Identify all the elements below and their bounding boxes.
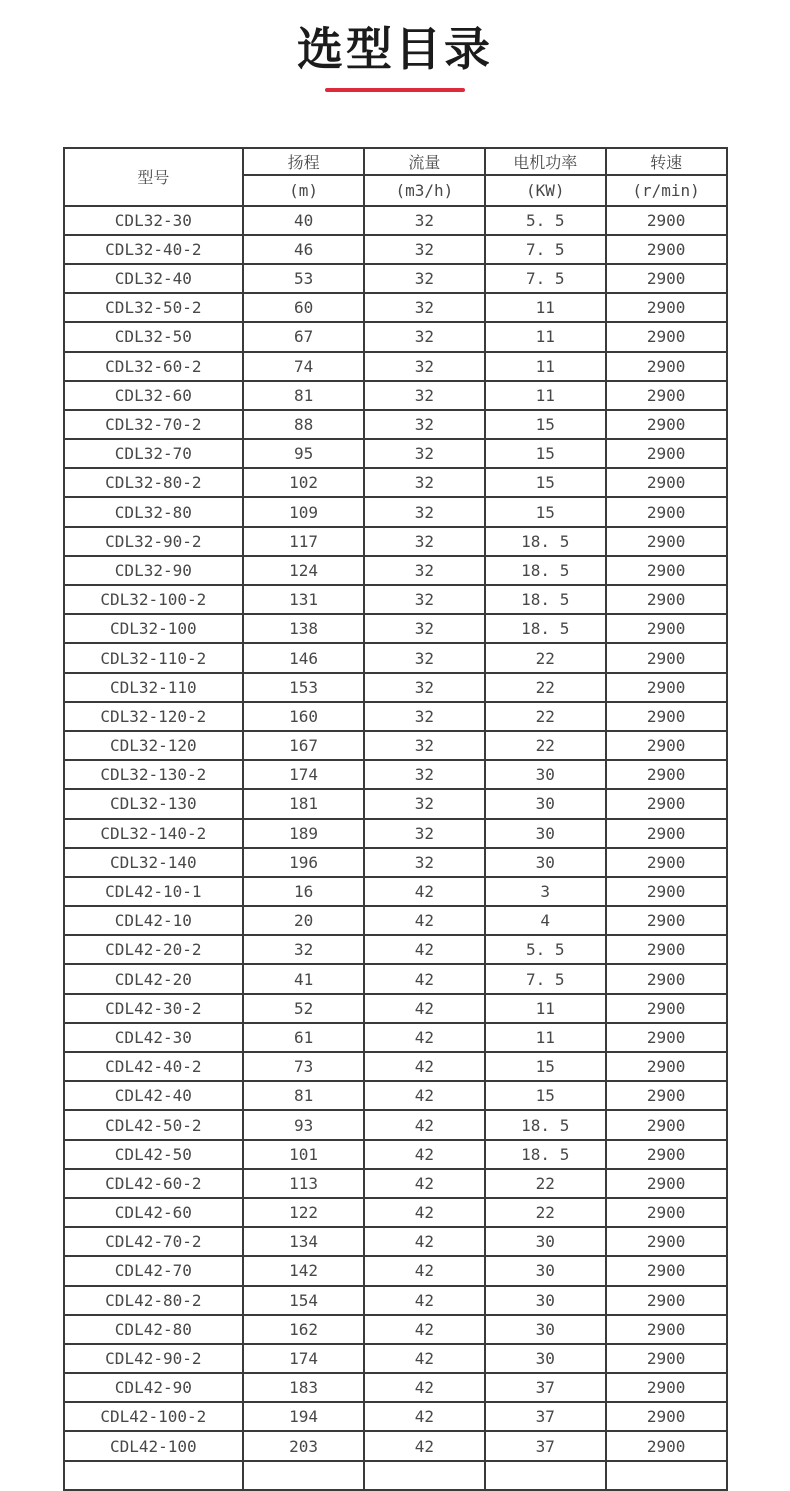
speed-cell: 2900 — [606, 1110, 727, 1139]
header-row-labels — [64, 148, 727, 175]
table-row — [64, 585, 727, 614]
flow-cell: 32 — [364, 673, 485, 702]
speed-cell: 2900 — [606, 731, 727, 760]
model-cell: CDL32-120-2 — [64, 702, 244, 731]
flow-cell: 42 — [364, 935, 485, 964]
table-row — [64, 935, 727, 964]
head-cell: 124 — [243, 556, 364, 585]
power-cell: 11 — [485, 994, 606, 1023]
flow-cell: 42 — [364, 1286, 485, 1315]
speed-cell: 2900 — [606, 614, 727, 643]
speed-cell: 2900 — [606, 235, 727, 264]
speed-cell: 2900 — [606, 527, 727, 556]
head-cell: 134 — [243, 1227, 364, 1256]
table-row — [64, 322, 727, 351]
header-head-unit: (m) — [243, 175, 364, 206]
power-cell: 30 — [485, 760, 606, 789]
head-cell: 101 — [243, 1140, 364, 1169]
model-cell: CDL32-60-2 — [64, 352, 244, 381]
flow-cell: 32 — [364, 439, 485, 468]
table-row — [64, 673, 727, 702]
head-cell: 32 — [243, 935, 364, 964]
speed-cell: 2900 — [606, 1344, 727, 1373]
flow-cell: 42 — [364, 1198, 485, 1227]
power-cell: 11 — [485, 1023, 606, 1052]
speed-cell: 2900 — [606, 1198, 727, 1227]
page-title: 选型目录 — [297, 22, 493, 76]
power-cell: 30 — [485, 1344, 606, 1373]
power-cell — [485, 1461, 606, 1490]
table-row — [64, 381, 727, 410]
table-row — [64, 1256, 727, 1285]
flow-cell: 42 — [364, 1140, 485, 1169]
table-row — [64, 264, 727, 293]
model-cell: CDL42-30-2 — [64, 994, 244, 1023]
head-cell: 174 — [243, 1344, 364, 1373]
head-cell: 117 — [243, 527, 364, 556]
speed-cell: 2900 — [606, 293, 727, 322]
power-cell: 18. 5 — [485, 585, 606, 614]
head-cell: 20 — [243, 906, 364, 935]
model-cell: CDL32-130 — [64, 789, 244, 818]
table-row — [64, 235, 727, 264]
flow-cell: 32 — [364, 585, 485, 614]
power-cell: 22 — [485, 1198, 606, 1227]
head-cell: 40 — [243, 206, 364, 235]
speed-cell: 2900 — [606, 760, 727, 789]
flow-cell: 42 — [364, 1081, 485, 1110]
table-row — [64, 994, 727, 1023]
speed-cell: 2900 — [606, 352, 727, 381]
head-cell: 73 — [243, 1052, 364, 1081]
speed-cell: 2900 — [606, 1431, 727, 1460]
table-row — [64, 352, 727, 381]
table-row — [64, 877, 727, 906]
model-cell: CDL32-60 — [64, 381, 244, 410]
head-cell: 146 — [243, 643, 364, 672]
power-cell: 18. 5 — [485, 614, 606, 643]
flow-cell: 32 — [364, 556, 485, 585]
flow-cell: 32 — [364, 731, 485, 760]
model-cell: CDL42-50-2 — [64, 1110, 244, 1139]
model-cell: CDL32-110-2 — [64, 643, 244, 672]
flow-cell: 32 — [364, 468, 485, 497]
power-cell: 7. 5 — [485, 235, 606, 264]
selection-catalog-table-wrap — [63, 147, 728, 1491]
flow-cell: 42 — [364, 1227, 485, 1256]
speed-cell: 2900 — [606, 322, 727, 351]
speed-cell: 2900 — [606, 1140, 727, 1169]
flow-cell: 32 — [364, 410, 485, 439]
model-cell: CDL42-10-1 — [64, 877, 244, 906]
flow-cell: 32 — [364, 643, 485, 672]
model-cell: CDL32-110 — [64, 673, 244, 702]
model-cell: CDL32-30 — [64, 206, 244, 235]
power-cell: 15 — [485, 439, 606, 468]
model-cell — [64, 1461, 244, 1490]
head-cell: 160 — [243, 702, 364, 731]
table-row — [64, 293, 727, 322]
head-cell: 60 — [243, 293, 364, 322]
table-row — [64, 1402, 727, 1431]
model-cell: CDL42-80-2 — [64, 1286, 244, 1315]
head-cell: 196 — [243, 848, 364, 877]
flow-cell: 32 — [364, 702, 485, 731]
speed-cell: 2900 — [606, 1402, 727, 1431]
head-cell: 189 — [243, 819, 364, 848]
flow-cell: 32 — [364, 848, 485, 877]
flow-cell: 32 — [364, 614, 485, 643]
head-cell: 46 — [243, 235, 364, 264]
power-cell: 30 — [485, 1227, 606, 1256]
power-cell: 15 — [485, 1081, 606, 1110]
head-cell: 167 — [243, 731, 364, 760]
flow-cell: 42 — [364, 1402, 485, 1431]
speed-cell: 2900 — [606, 848, 727, 877]
head-cell: 153 — [243, 673, 364, 702]
table-row — [64, 819, 727, 848]
power-cell: 7. 5 — [485, 964, 606, 993]
model-cell: CDL32-40-2 — [64, 235, 244, 264]
table-row — [64, 556, 727, 585]
model-cell: CDL32-80 — [64, 497, 244, 526]
model-cell: CDL42-90-2 — [64, 1344, 244, 1373]
flow-cell: 32 — [364, 819, 485, 848]
speed-cell: 2900 — [606, 935, 727, 964]
table-row — [64, 1110, 727, 1139]
speed-cell: 2900 — [606, 819, 727, 848]
head-cell: 183 — [243, 1373, 364, 1402]
head-cell: 162 — [243, 1315, 364, 1344]
head-cell: 138 — [243, 614, 364, 643]
selection-catalog-table — [63, 147, 728, 1491]
speed-cell: 2900 — [606, 789, 727, 818]
power-cell: 22 — [485, 673, 606, 702]
speed-cell: 2900 — [606, 643, 727, 672]
head-cell: 109 — [243, 497, 364, 526]
model-cell: CDL42-70 — [64, 1256, 244, 1285]
table-row — [64, 1315, 727, 1344]
header-flow: 流量 — [364, 148, 485, 175]
head-cell: 102 — [243, 468, 364, 497]
table-row — [64, 1227, 727, 1256]
power-cell: 30 — [485, 819, 606, 848]
power-cell: 11 — [485, 381, 606, 410]
speed-cell: 2900 — [606, 439, 727, 468]
table-row — [64, 1431, 727, 1460]
head-cell: 81 — [243, 381, 364, 410]
flow-cell: 32 — [364, 381, 485, 410]
model-cell: CDL42-60-2 — [64, 1169, 244, 1198]
model-cell: CDL42-10 — [64, 906, 244, 935]
speed-cell — [606, 1461, 727, 1490]
model-cell: CDL42-60 — [64, 1198, 244, 1227]
power-cell: 18. 5 — [485, 556, 606, 585]
power-cell: 18. 5 — [485, 527, 606, 556]
power-cell: 7. 5 — [485, 264, 606, 293]
power-cell: 15 — [485, 468, 606, 497]
flow-cell — [364, 1461, 485, 1490]
power-cell: 30 — [485, 1315, 606, 1344]
model-cell: CDL42-50 — [64, 1140, 244, 1169]
power-cell: 22 — [485, 1169, 606, 1198]
model-cell: CDL42-100 — [64, 1431, 244, 1460]
speed-cell: 2900 — [606, 585, 727, 614]
flow-cell: 42 — [364, 1344, 485, 1373]
head-cell: 122 — [243, 1198, 364, 1227]
head-cell: 61 — [243, 1023, 364, 1052]
flow-cell: 32 — [364, 352, 485, 381]
flow-cell: 32 — [364, 293, 485, 322]
header-flow-unit: (m3/h) — [364, 175, 485, 206]
speed-cell: 2900 — [606, 1373, 727, 1402]
header-speed: 转速 — [606, 148, 727, 175]
flow-cell: 32 — [364, 760, 485, 789]
model-cell: CDL32-90-2 — [64, 527, 244, 556]
table-row — [64, 1286, 727, 1315]
power-cell: 11 — [485, 322, 606, 351]
power-cell: 15 — [485, 1052, 606, 1081]
table-row — [64, 1140, 727, 1169]
model-cell: CDL32-120 — [64, 731, 244, 760]
head-cell: 194 — [243, 1402, 364, 1431]
model-cell: CDL42-30 — [64, 1023, 244, 1052]
flow-cell: 32 — [364, 264, 485, 293]
header-speed-unit: (r/min) — [606, 175, 727, 206]
flow-cell: 32 — [364, 527, 485, 556]
flow-cell: 32 — [364, 497, 485, 526]
head-cell: 174 — [243, 760, 364, 789]
table-row — [64, 468, 727, 497]
power-cell: 3 — [485, 877, 606, 906]
speed-cell: 2900 — [606, 702, 727, 731]
power-cell: 22 — [485, 643, 606, 672]
table-header — [64, 148, 727, 206]
head-cell: 88 — [243, 410, 364, 439]
speed-cell: 2900 — [606, 381, 727, 410]
flow-cell: 42 — [364, 1256, 485, 1285]
flow-cell: 42 — [364, 1023, 485, 1052]
header-motor-power-unit: (KW) — [485, 175, 606, 206]
head-cell: 52 — [243, 994, 364, 1023]
power-cell: 30 — [485, 848, 606, 877]
table-row — [64, 789, 727, 818]
table-row-clipped — [64, 1461, 727, 1490]
head-cell: 93 — [243, 1110, 364, 1139]
model-cell: CDL32-70 — [64, 439, 244, 468]
flow-cell: 42 — [364, 1052, 485, 1081]
speed-cell: 2900 — [606, 964, 727, 993]
speed-cell: 2900 — [606, 1227, 727, 1256]
power-cell: 11 — [485, 293, 606, 322]
model-cell: CDL42-40-2 — [64, 1052, 244, 1081]
model-cell: CDL32-90 — [64, 556, 244, 585]
power-cell: 15 — [485, 497, 606, 526]
head-cell: 16 — [243, 877, 364, 906]
table-row — [64, 964, 727, 993]
header-head: 扬程 — [243, 148, 364, 175]
title-block — [0, 0, 790, 92]
flow-cell: 42 — [364, 1315, 485, 1344]
header-motor-power: 电机功率 — [485, 148, 606, 175]
head-cell: 131 — [243, 585, 364, 614]
table-row — [64, 906, 727, 935]
model-cell: CDL32-140-2 — [64, 819, 244, 848]
power-cell: 5. 5 — [485, 935, 606, 964]
table-row — [64, 643, 727, 672]
table-row — [64, 527, 727, 556]
power-cell: 15 — [485, 410, 606, 439]
header-model: 型号 — [64, 148, 244, 206]
power-cell: 18. 5 — [485, 1110, 606, 1139]
title-underline-divider — [325, 88, 465, 92]
flow-cell: 42 — [364, 964, 485, 993]
flow-cell: 42 — [364, 1373, 485, 1402]
head-cell: 142 — [243, 1256, 364, 1285]
speed-cell: 2900 — [606, 1315, 727, 1344]
speed-cell: 2900 — [606, 1169, 727, 1198]
speed-cell: 2900 — [606, 264, 727, 293]
head-cell: 41 — [243, 964, 364, 993]
table-body — [64, 206, 727, 1490]
flow-cell: 32 — [364, 789, 485, 818]
head-cell: 53 — [243, 264, 364, 293]
speed-cell: 2900 — [606, 1081, 727, 1110]
power-cell: 18. 5 — [485, 1140, 606, 1169]
speed-cell: 2900 — [606, 994, 727, 1023]
power-cell: 30 — [485, 1256, 606, 1285]
flow-cell: 42 — [364, 877, 485, 906]
model-cell: CDL42-40 — [64, 1081, 244, 1110]
speed-cell: 2900 — [606, 468, 727, 497]
table-row — [64, 1052, 727, 1081]
flow-cell: 42 — [364, 1110, 485, 1139]
power-cell: 30 — [485, 789, 606, 818]
power-cell: 11 — [485, 352, 606, 381]
table-row — [64, 206, 727, 235]
table-row — [64, 1169, 727, 1198]
model-cell: CDL32-140 — [64, 848, 244, 877]
flow-cell: 42 — [364, 1431, 485, 1460]
model-cell: CDL32-100 — [64, 614, 244, 643]
head-cell: 67 — [243, 322, 364, 351]
model-cell: CDL42-90 — [64, 1373, 244, 1402]
power-cell: 37 — [485, 1431, 606, 1460]
speed-cell: 2900 — [606, 877, 727, 906]
head-cell: 154 — [243, 1286, 364, 1315]
head-cell: 203 — [243, 1431, 364, 1460]
flow-cell: 42 — [364, 994, 485, 1023]
power-cell: 22 — [485, 731, 606, 760]
flow-cell: 32 — [364, 322, 485, 351]
head-cell: 113 — [243, 1169, 364, 1198]
model-cell: CDL42-80 — [64, 1315, 244, 1344]
power-cell: 5. 5 — [485, 206, 606, 235]
table-row — [64, 702, 727, 731]
head-cell: 95 — [243, 439, 364, 468]
model-cell: CDL42-100-2 — [64, 1402, 244, 1431]
speed-cell: 2900 — [606, 673, 727, 702]
head-cell: 181 — [243, 789, 364, 818]
speed-cell: 2900 — [606, 1023, 727, 1052]
table-row — [64, 760, 727, 789]
table-row — [64, 410, 727, 439]
model-cell: CDL32-50 — [64, 322, 244, 351]
power-cell: 22 — [485, 702, 606, 731]
head-cell: 74 — [243, 352, 364, 381]
flow-cell: 32 — [364, 206, 485, 235]
flow-cell: 42 — [364, 906, 485, 935]
speed-cell: 2900 — [606, 1286, 727, 1315]
speed-cell: 2900 — [606, 1052, 727, 1081]
speed-cell: 2900 — [606, 410, 727, 439]
table-row — [64, 439, 727, 468]
power-cell: 37 — [485, 1373, 606, 1402]
table-row — [64, 614, 727, 643]
table-row — [64, 731, 727, 760]
table-row — [64, 1081, 727, 1110]
table-row — [64, 1373, 727, 1402]
speed-cell: 2900 — [606, 497, 727, 526]
model-cell: CDL42-20-2 — [64, 935, 244, 964]
power-cell: 30 — [485, 1286, 606, 1315]
head-cell — [243, 1461, 364, 1490]
power-cell: 4 — [485, 906, 606, 935]
table-row — [64, 1023, 727, 1052]
table-row — [64, 848, 727, 877]
speed-cell: 2900 — [606, 556, 727, 585]
speed-cell: 2900 — [606, 906, 727, 935]
model-cell: CDL42-20 — [64, 964, 244, 993]
speed-cell: 2900 — [606, 1256, 727, 1285]
model-cell: CDL32-40 — [64, 264, 244, 293]
model-cell: CDL32-100-2 — [64, 585, 244, 614]
table-row — [64, 1198, 727, 1227]
power-cell: 37 — [485, 1402, 606, 1431]
model-cell: CDL32-80-2 — [64, 468, 244, 497]
model-cell: CDL32-130-2 — [64, 760, 244, 789]
flow-cell: 42 — [364, 1169, 485, 1198]
flow-cell: 32 — [364, 235, 485, 264]
model-cell: CDL32-70-2 — [64, 410, 244, 439]
table-row — [64, 1344, 727, 1373]
model-cell: CDL42-70-2 — [64, 1227, 244, 1256]
head-cell: 81 — [243, 1081, 364, 1110]
model-cell: CDL32-50-2 — [64, 293, 244, 322]
table-row — [64, 497, 727, 526]
speed-cell: 2900 — [606, 206, 727, 235]
